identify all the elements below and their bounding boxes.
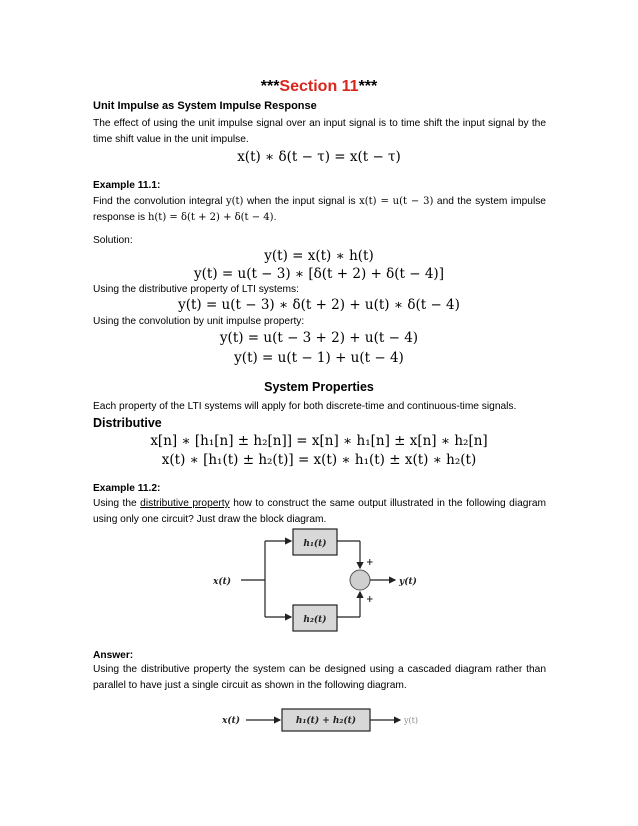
plus-top: + [366, 558, 374, 568]
math-input-eq: x(t) = u(t − 3) [359, 196, 434, 207]
block-h1-label: h₁(t) [303, 539, 327, 549]
parallel-block-diagram [205, 525, 425, 635]
answer-text: Using the distributive property the system can be designed using a cascaded diagram rather than parallel to have just a single circuit as shown in the following diagram. [93, 664, 546, 691]
cascade-input-label: x(t) [222, 716, 241, 726]
example-11-1-label: Example 11.1: [93, 180, 161, 191]
system-properties-heading: System Properties [264, 380, 374, 394]
cascade-output-label: y(t) [404, 716, 418, 725]
solution-eq-5: y(t) = u(t − 1) + u(t − 4) [234, 350, 404, 366]
input-label: x(t) [213, 577, 232, 587]
unit-impulse-heading: Unit Impulse as System Impulse Response [93, 100, 317, 112]
block-h2-label: h₂(t) [303, 615, 327, 625]
solution-eq-1: y(t) = x(t) ∗ h(t) [264, 248, 374, 264]
output-label: y(t) [399, 577, 417, 587]
cascaded-block-diagram [220, 708, 440, 734]
example-11-2-label: Example 11.2: [93, 483, 161, 494]
title-stars-left: *** [260, 78, 280, 95]
solution-eq-4: y(t) = u(t − 3 + 2) + u(t − 4) [219, 330, 419, 346]
title-stars-right: *** [358, 78, 378, 95]
distributive-eq-discrete: x[n] ∗ [h₁[n] ± h₂[n]] = x[n] ∗ h₁[n] ± x[n] ∗ h₂[n] [150, 433, 488, 449]
section-title [0, 78, 638, 96]
plus-bottom: + [366, 595, 374, 605]
distributive-property-link[interactable]: distributive property [140, 498, 230, 509]
title-section: Section 11 [279, 78, 359, 95]
math-y-t: y(t) [225, 196, 244, 207]
answer-label: Answer: [93, 650, 134, 661]
solution-eq-3: y(t) = u(t − 3) ∗ δ(t + 2) + u(t) ∗ δ(t − 4) [178, 297, 460, 313]
example-11-2-text: Using the distributive property how to construct the same output illustrated in the following diagram using only one circuit? Just draw the block diagram. [93, 498, 546, 525]
cascade-block-label: h₁(t) + h₂(t) [295, 716, 357, 726]
distributive-heading: Distributive [93, 416, 162, 430]
solution-eq-2: y(t) = u(t − 3) ∗ [δ(t + 2) + δ(t − 4)] [194, 266, 444, 282]
distributive-note: Using the distributive property of LTI systems: [93, 284, 299, 295]
convolution-note: Using the convolution by unit impulse property: [93, 316, 305, 327]
example-11-1-text: Find the convolution integral y(t) when the input signal is x(t) = u(t − 3) and the system impulse response is h(t) = δ(t + 2) + δ(t − 4). [93, 196, 546, 223]
system-properties-text: Each property of the LTI systems will apply for both discrete-time and continuous-time signals. [93, 401, 517, 412]
unit-impulse-text: The effect of using the unit impulse signal over an input signal is to time shift the input signal by the time shift value in the unit impulse. [93, 118, 546, 145]
math-impulse-eq: h(t) = δ(t + 2) + δ(t − 4) [147, 212, 274, 223]
unit-impulse-equation: x(t) ∗ δ(t − τ) = x(t − τ) [237, 149, 401, 165]
solution-label: Solution: [93, 235, 133, 246]
summing-junction [350, 570, 370, 590]
distributive-eq-continuous: x(t) ∗ [h₁(t) ± h₂(t)] = x(t) ∗ h₁(t) ± x(t) ∗ h₂(t) [161, 452, 477, 468]
